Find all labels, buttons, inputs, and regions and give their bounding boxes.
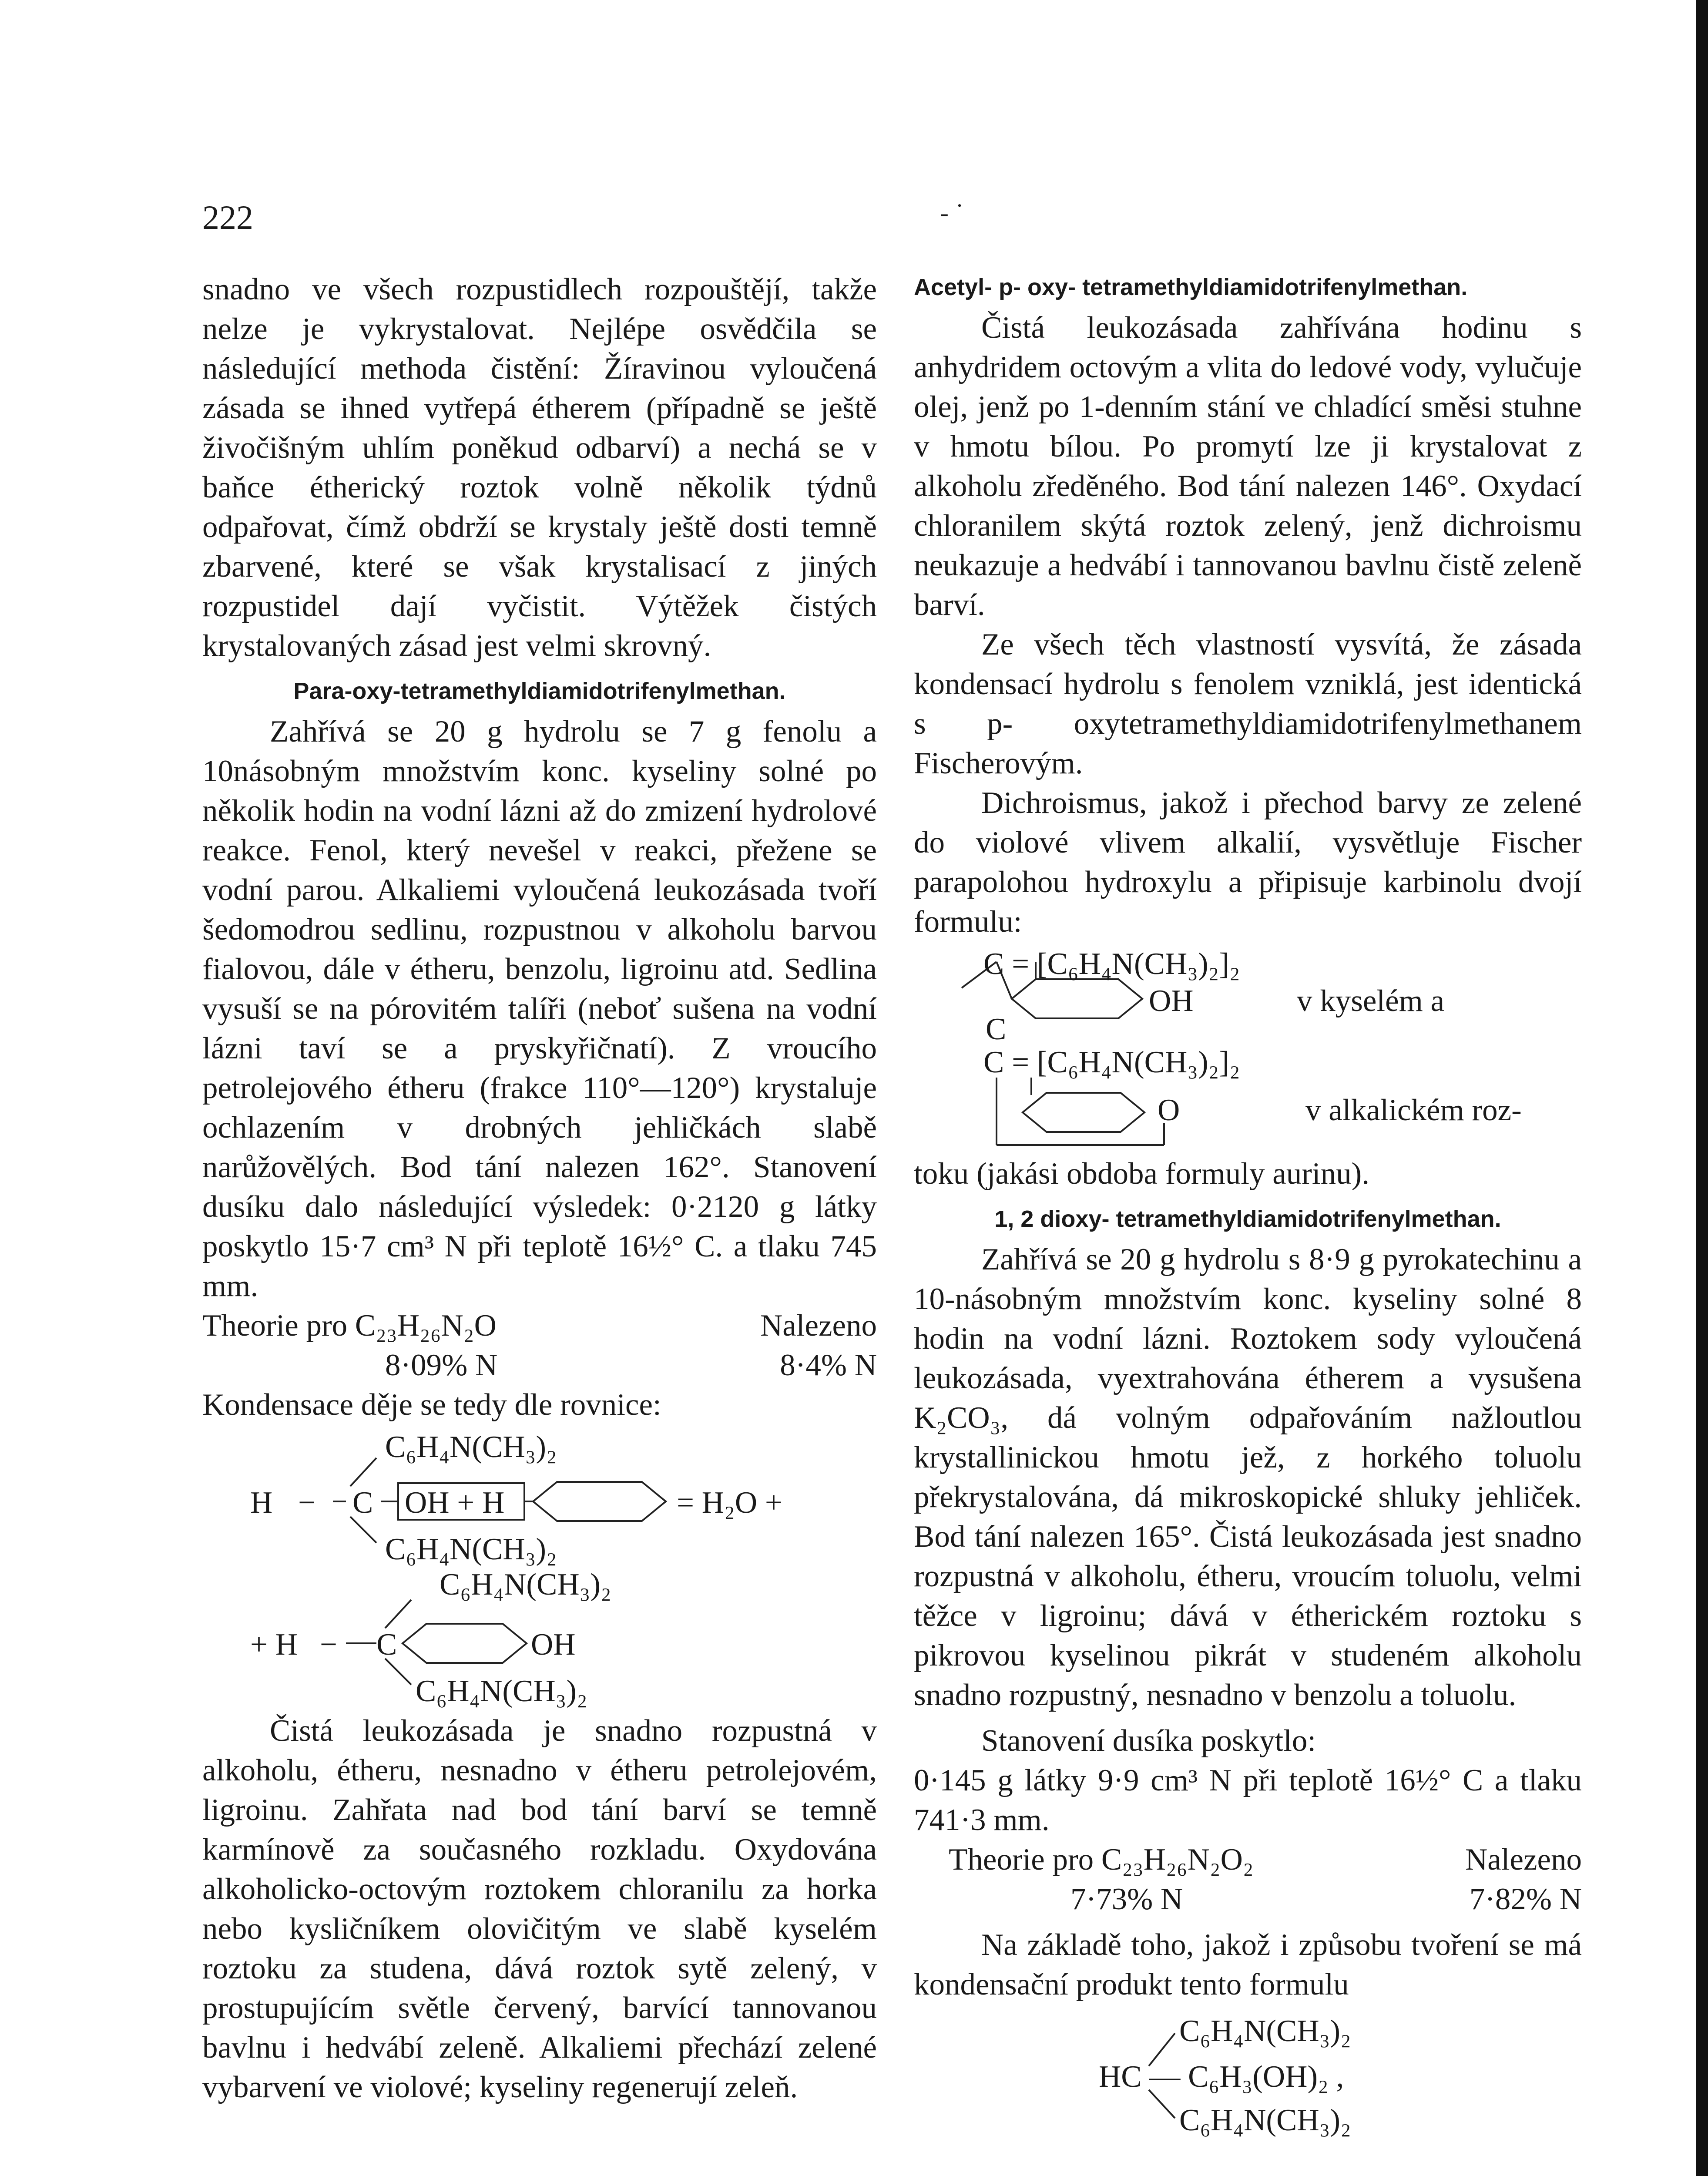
formula-acid-c: C <box>986 1012 1007 1046</box>
theory-label: Theorie pro C₂₃H₂₆N₂O₂ <box>949 1843 1254 1877</box>
theory-values-row <box>914 1880 1582 1919</box>
theory-row <box>202 1306 877 1346</box>
theory-value: 7·73% N <box>1070 1882 1183 1916</box>
equation-1-result: = H₂O + <box>677 1486 782 1520</box>
condensation-equation-2 <box>202 1565 877 1709</box>
theory-value: 8·09% N <box>385 1348 498 1382</box>
section-heading: Acetyl- p- oxy- tetramethyldiamidotrifenylmethan. <box>914 274 1468 300</box>
paragraph: Zahřívá se 20 g hydrolu se 7 g fenolu a 10násobným množstvím konc. kyseliny solné po několik hodin na vodní lázni až do zmizení hydrolové reakce. Fenol, který nevešel v reakci, přežene se vodní parou. Alkaliemi vyloučená leukozásada tvoří šedomodrou sedlinu, rozpustnou v alkoholu barvou fialovou, dále v étheru, benzolu, ligroinu atd. Sedlina vysuší se na pórovitém talíři (neboť sušena na vodní lázni taví se a pryskyřičnatí). Z vroucího petrolejového étheru (frakce 110°—120°) krystaluje ochlazením v drobných jehličkách slabě narůžovělých. Bod tání nalezen 162°. Stanovení dusíku dalo následující výsledek: 0·2120 g látky poskytlo 15·7 cm³ N při teplotě 16½° C. a tlaku 745 mm. <box>202 715 877 1303</box>
paragraph: 0·145 g látky 9·9 cm³ N při teplotě 16½° C a tlaku 741·3 mm. <box>914 1763 1582 1837</box>
formula-acid-oh: OH <box>1149 984 1194 1018</box>
theory-values-row <box>202 1346 877 1385</box>
section-heading: Para-oxy-tetramethyldiamidotrifenylmethan. <box>293 678 786 704</box>
equation-1-h: H <box>250 1486 273 1520</box>
formula-alkaline-note: v alkalickém roz- <box>1305 1093 1522 1127</box>
equation-1-bottom: C₆H₄N(CH₃)₂ <box>385 1532 557 1566</box>
left-column <box>202 270 877 2107</box>
paragraph: Zahřívá se 20 g hydrolu s 8·9 g pyrokatechinu a 10-násobným množstvím konc. kyseliny solné 8 hodin na vodní lázni. Roztokem sody vyloučená leukozásada, vyextrahována étherem a vysušena K₂CO₃, dá volným odpařováním nažloutlou krystallinickou hmotu jež, z horkého toluolu překrystalována, dá mikroskopické shluky jehliček. Bod tání nalezen 165°. Čistá leukozásada jest snadno rozpustná v alkoholu, étheru, vroucím toluolu, velmi těžce v ligroinu; dává v étherickém roztoku s pikrovou kyselinou pikrát v studeném alkoholu snadno rozpustný, nesnadno v benzolu a toluolu. <box>914 1242 1582 1712</box>
theory-row <box>914 1840 1582 1880</box>
equation-2-minus: − <box>320 1628 338 1662</box>
paragraph: toku (jakási obdoba formuly aurinu). <box>914 1157 1370 1191</box>
equation-1-box: OH + H <box>405 1486 505 1520</box>
found-label: Nalezeno <box>760 1309 877 1343</box>
formula-alkaline-top: C = [C₆H₄N(CH₃)₂]₂ <box>983 1045 1240 1079</box>
carbinol-formula-acid <box>914 944 1582 1046</box>
page-edge <box>1696 0 1708 2176</box>
equation-1-top: C₆H₄N(CH₃)₂ <box>385 1430 557 1464</box>
paragraph: Čistá leukozásada zahřívána hodinu s anhydridem octovým a vlita do ledové vody, vylučuje olej, jenž po 1-denním stání ve chladící směsi stuhne v hmotu bílou. Po promytí lze ji krystalovat z alkoholu zředěného. Bod tání nalezen 146°. Oxydací chloranilem skýtá roztok zelený, jenž dichroismu neukazuje a hedvábí i tannovanou bavlnu čistě zeleně barví. <box>914 311 1582 622</box>
product-formula-mid: HC — C₆H₃(OH)₂ , <box>1099 2060 1344 2094</box>
paragraph: Ze všech těch vlastností vysvítá, že zásada kondensací hydrolu s fenolem vzniklá, jest identická s p- oxytetramethyldiamidotrifenylmethanem Fischerovým. <box>914 628 1582 780</box>
found-value: 8·4% N <box>780 1348 877 1382</box>
print-mark: - ˙ <box>940 198 964 227</box>
equation-1-minus: − <box>298 1486 316 1520</box>
found-label: Nalezeno <box>1465 1843 1582 1877</box>
equation-2-prefix: + H <box>250 1628 298 1662</box>
right-column <box>914 270 1582 2140</box>
formula-alkaline-o: O <box>1158 1093 1180 1127</box>
condensation-equation-1 <box>202 1427 877 1566</box>
section-heading: 1, 2 dioxy- tetramethyldiamidotrifenylmethan. <box>994 1206 1501 1232</box>
formula-acid-top: C = [C₆H₄N(CH₃)₂]₂ <box>983 947 1240 981</box>
carbinol-formula-alkaline <box>914 1043 1582 1152</box>
equation-1-c: C <box>352 1486 373 1520</box>
paragraph: Dichroismus, jakož i přechod barvy ze zelené do violové vlivem alkalií, vysvětluje Fischer parapolohou hydroxylu a připisuje karbinolu dvojí formulu: <box>914 786 1582 939</box>
paragraph: Kondensace děje se tedy dle rovnice: <box>202 1388 661 1422</box>
theory-label: Theorie pro C₂₃H₂₆N₂O <box>202 1309 497 1343</box>
product-formula-bottom: C₆H₄N(CH₃)₂ <box>1179 2103 1351 2137</box>
equation-2-oh: OH <box>531 1628 576 1662</box>
paragraph: snadno ve všech rozpustidlech rozpouštějí, takže nelze je vykrystalovat. Nejlépe osvědčila se následující methoda čistění: Žíravinou vyloučená zásada se ihned vytřepá étherem (případně se ještě živočišným uhlím poněkud odbarví) a nechá se v baňce étherický roztok volně několik týdnů odpařovat, čímž obdrží se krystaly ještě dosti temně zbarvené, které se však krystalisací z jiných rozpustidel dají vyčistit. Výtěžek čistých krystalovaných zásad jest velmi skrovný. <box>202 272 877 663</box>
equation-2-top: C₆H₄N(CH₃)₂ <box>440 1568 611 1602</box>
page-number: 222 <box>202 198 253 236</box>
paragraph: Čistá leukozásada je snadno rozpustná v alkoholu, étheru, nesnadno v étheru petrolejovém, ligroinu. Zahřata nad bod tání barví se temně karmínově za současného rozkladu. Oxydována alkoholicko-octovým roztokem chloranilu za horka nebo kysličníkem olovičitým ve slabě kyselém roztoku za studena, dává roztok sytě zelený, v prostupujícím světle červený, barvící tannovanou bavlnu i hedvábí zeleně. Alkaliemi přechází zelené vybarvení ve violové; kyseliny regenerují zeleň. <box>202 1714 877 2104</box>
found-value: 7·82% N <box>1469 1882 1582 1916</box>
product-formula-top: C₆H₄N(CH₃)₂ <box>1179 2014 1351 2048</box>
equation-2-c: C <box>376 1628 397 1662</box>
formula-acid-note: v kyselém a <box>1297 984 1445 1018</box>
product-formula <box>914 2007 1582 2138</box>
paragraph: Stanovení dusíka poskytlo: <box>981 1724 1316 1758</box>
paragraph: Na základě toho, jakož i způsobu tvoření se má kondensační produkt tento formulu <box>914 1928 1582 2001</box>
equation-2-bottom: C₆H₄N(CH₃)₂ <box>416 1674 587 1708</box>
